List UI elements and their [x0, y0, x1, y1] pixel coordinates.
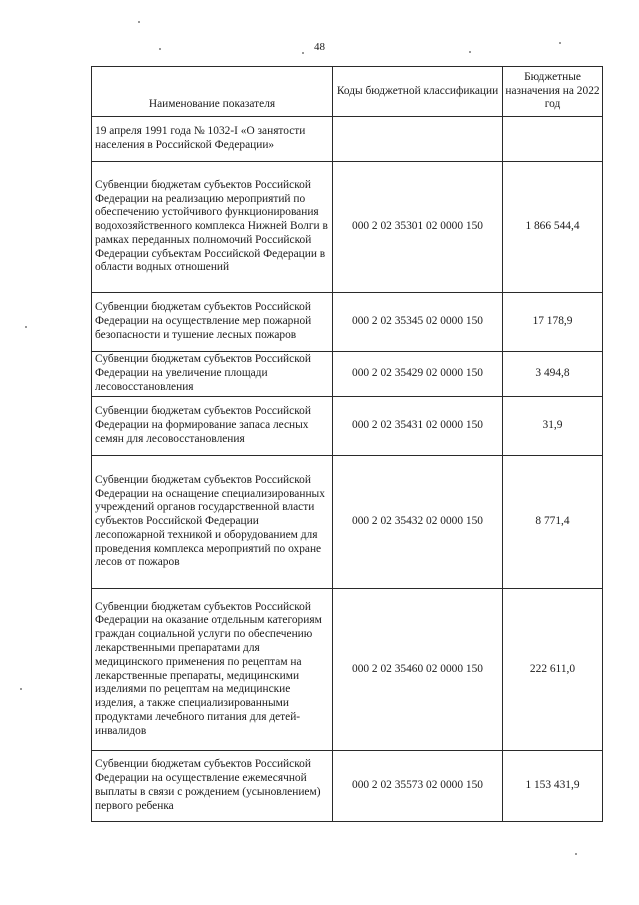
row-amount: 1 866 544,4 [503, 162, 603, 293]
row-amount: 8 771,4 [503, 456, 603, 589]
scan-speck [469, 51, 471, 53]
row-name: Субвенции бюджетам субъектов Российской Федерации на увеличение площади лесовосстановления [92, 352, 333, 397]
scan-speck [138, 21, 140, 23]
row-name: Субвенции бюджетам субъектов Российской Федерации на формирование запаса лесных семян для лесовосстановления [92, 397, 333, 456]
table-row [92, 117, 603, 162]
row-amount: 31,9 [503, 397, 603, 456]
scan-speck [159, 48, 161, 50]
row-code: 000 2 02 35301 02 0000 150 [333, 162, 503, 293]
row-name: Субвенции бюджетам субъектов Российской Федерации на оказание отдельным категориям граждан социальной услуги по обеспечению лекарственными препаратами для медицинского применения по рецептам на лекарственные препараты, медицинскими изделиями по рецептам на медицинские изделия, а также специализированными продуктами лечебного питания для детей-инвалидов [92, 589, 333, 751]
row-name: Субвенции бюджетам субъектов Российской Федерации на осуществление ежемесячной выплаты в связи с рождением (усыновлением) первого ребенка [92, 751, 333, 822]
budget-table [91, 66, 603, 822]
row-amount: 3 494,8 [503, 352, 603, 397]
row-amount: 222 611,0 [503, 589, 603, 751]
row-code: 000 2 02 35573 02 0000 150 [333, 751, 503, 822]
table-row [92, 352, 603, 397]
scan-speck [20, 688, 22, 690]
row-name: Субвенции бюджетам субъектов Российской Федерации на реализацию мероприятий по обеспечению устойчивого функционирования водохозяйственного комплекса Нижней Волги в рамках переданных полномочий Российской Федерации субъектам Российской Федерации в области водных отношений [92, 162, 333, 293]
scan-speck [575, 853, 577, 855]
row-code: 000 2 02 35429 02 0000 150 [333, 352, 503, 397]
header-code: Коды бюджетной классификации [333, 67, 503, 117]
scan-speck [559, 42, 561, 44]
row-name: Субвенции бюджетам субъектов Российской Федерации на осуществление мер пожарной безопасности и тушение лесных пожаров [92, 293, 333, 352]
table-row [92, 751, 603, 822]
header-amount: Бюджетные назначения на 2022 год [503, 67, 603, 117]
table-row [92, 162, 603, 293]
table-row [92, 589, 603, 751]
scan-speck [25, 326, 27, 328]
row-amount [503, 117, 603, 162]
scan-speck [302, 52, 304, 54]
page-number: 48 [314, 41, 325, 53]
row-code: 000 2 02 35460 02 0000 150 [333, 589, 503, 751]
row-amount: 1 153 431,9 [503, 751, 603, 822]
row-code: 000 2 02 35431 02 0000 150 [333, 397, 503, 456]
row-amount: 17 178,9 [503, 293, 603, 352]
row-code: 000 2 02 35432 02 0000 150 [333, 456, 503, 589]
table-row [92, 293, 603, 352]
row-code: 000 2 02 35345 02 0000 150 [333, 293, 503, 352]
table-row [92, 456, 603, 589]
header-name: Наименование показателя [92, 67, 333, 117]
row-name: 19 апреля 1991 года № 1032-I «О занятости населения в Российской Федерации» [92, 117, 333, 162]
row-code [333, 117, 503, 162]
table-row [92, 397, 603, 456]
table-header-row [92, 67, 603, 117]
row-name: Субвенции бюджетам субъектов Российской Федерации на оснащение специализированных учреждений органов государственной власти субъектов Российской Федерации лесопожарной техникой и оборудованием для проведения комплекса мероприятий по охране лесов от пожаров [92, 456, 333, 589]
